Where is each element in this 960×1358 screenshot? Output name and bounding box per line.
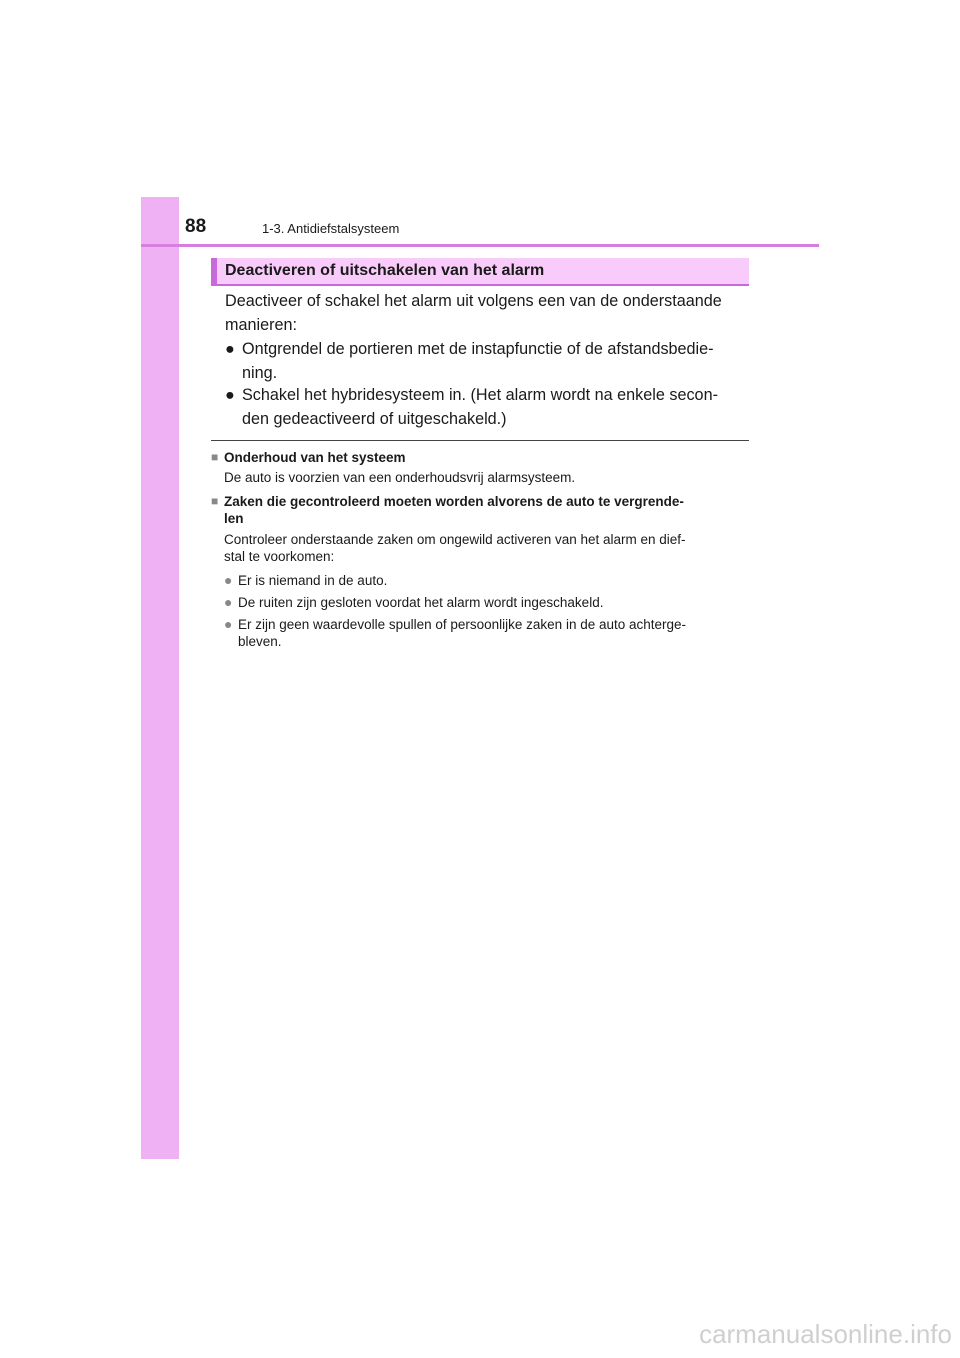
bullet-text: ning. [242, 364, 278, 382]
bullet-text: Ontgrendel de portieren met de instapfunctie of de afstandsbedie- [242, 340, 714, 358]
header-rule [141, 244, 819, 247]
note-heading: Onderhoud van het systeem [224, 450, 406, 465]
notes-divider [211, 440, 749, 441]
square-bullet-icon: ■ [211, 494, 219, 508]
bullet-text: den gedeactiveerd of uitgeschakeld.) [242, 410, 507, 428]
note-heading: Zaken die gecontroleerd moeten worden alvorens de auto te vergrende- [224, 494, 684, 509]
grey-bullet-icon: ● [224, 594, 233, 610]
note-text-cont: stal te voorkomen: [224, 549, 335, 564]
bullet-icon: ● [225, 340, 235, 358]
intro-line-1: Deactiveer of schakel het alarm uit volgens een van de onderstaande [225, 292, 722, 310]
section-heading-box [211, 258, 749, 284]
watermark: carmanualsonline.info [699, 1319, 952, 1349]
check-item: Er zijn geen waardevolle spullen of persoonlijke zaken in de auto achterge- [238, 617, 687, 632]
check-item: Er is niemand in de auto. [238, 573, 388, 588]
section-heading: Deactiveren of uitschakelen van het alarm [225, 262, 545, 279]
page-number: 88 [185, 216, 207, 237]
intro-line-2: manieren: [225, 316, 297, 334]
chapter-side-tab [141, 197, 179, 1159]
check-item-cont: bleven. [238, 634, 282, 649]
note-heading-cont: len [224, 511, 244, 526]
grey-bullet-icon: ● [224, 572, 233, 588]
grey-bullet-icon: ● [224, 616, 233, 632]
note-text: De auto is voorzien van een onderhoudsvrij alarmsysteem. [224, 470, 576, 485]
check-item: De ruiten zijn gesloten voordat het alarm wordt ingeschakeld. [238, 595, 604, 610]
section-title: 1-3. Antidiefstalsysteem [262, 221, 400, 236]
note-text: Controleer onderstaande zaken om ongewild activeren van het alarm en dief- [224, 532, 686, 547]
square-bullet-icon: ■ [211, 450, 219, 464]
bullet-icon: ● [225, 386, 235, 404]
heading-underline [211, 284, 749, 286]
bullet-text: Schakel het hybridesysteem in. (Het alarm wordt na enkele secon- [242, 386, 718, 404]
